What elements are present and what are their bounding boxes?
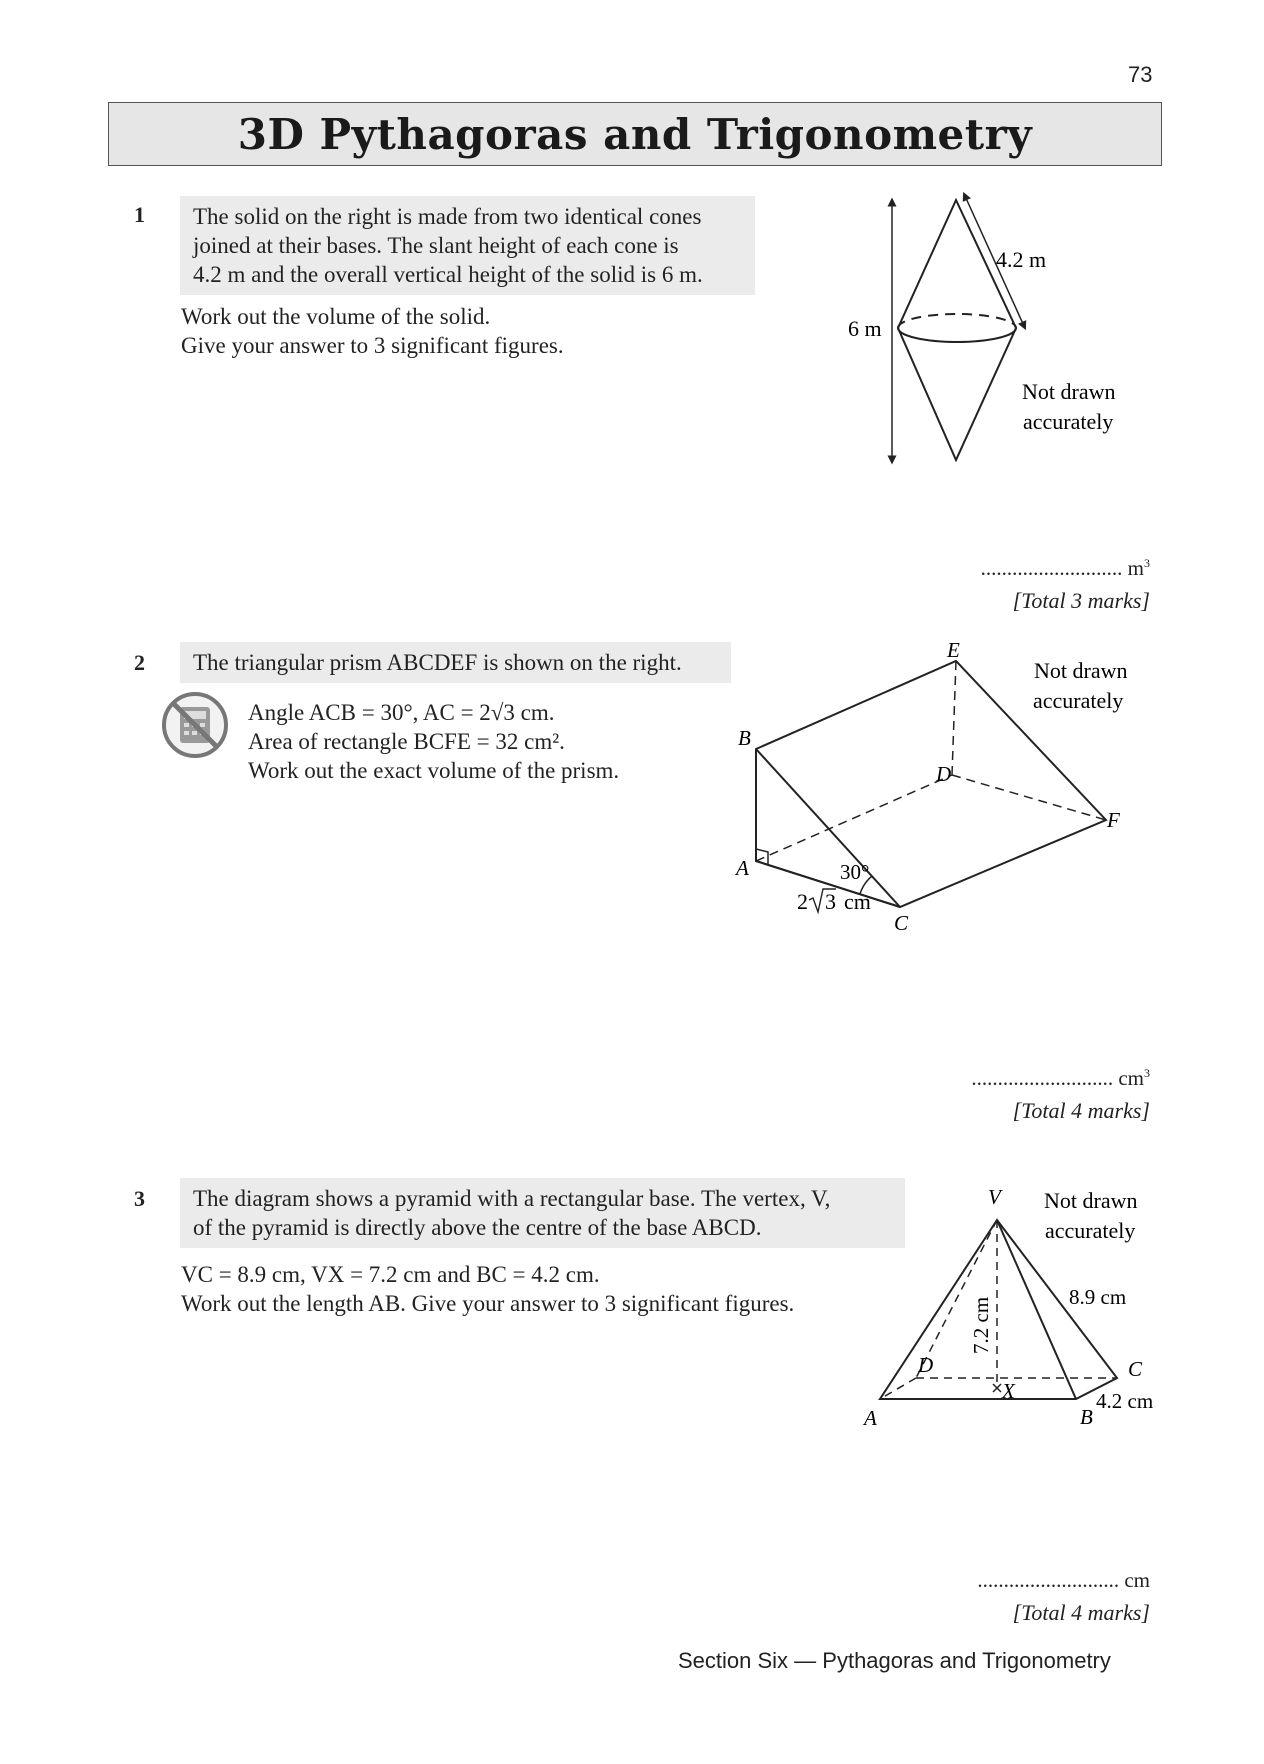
- ac-length-root: 3: [825, 889, 836, 914]
- label-c: C: [894, 911, 909, 935]
- question-1-intro: [180, 196, 755, 295]
- not-drawn-note: Not drawn: [1034, 658, 1128, 683]
- label-d: D: [918, 1353, 934, 1377]
- edge-de: [952, 661, 956, 775]
- q2-intro-text: The triangular prism ABCDEF is shown on the right.: [193, 650, 682, 675]
- double-cone-diagram: [830, 190, 1170, 480]
- q2-line: Area of rectangle BCFE = 32 cm².: [248, 729, 565, 754]
- label-a: A: [736, 856, 749, 880]
- not-drawn-note: accurately: [1023, 409, 1114, 434]
- ac-length-unit: cm: [844, 889, 871, 914]
- q1-intro-line: 4.2 m and the overall vertical height of the solid is 6 m.: [193, 262, 703, 287]
- cone-outline: [898, 200, 1016, 460]
- pyramid-diagram: [840, 1180, 1170, 1440]
- edge-ad: [756, 775, 952, 861]
- not-drawn-note: accurately: [1033, 688, 1124, 713]
- q3-line: Work out the length AB. Give your answer to 3 significant figures.: [181, 1291, 795, 1316]
- vc-length: 8.9 cm: [1069, 1285, 1127, 1309]
- answer-dots: ...........................: [977, 1568, 1120, 1592]
- q3-answer-line: [820, 1568, 1150, 1593]
- answer-unit: m: [1127, 556, 1144, 580]
- answer-unit: cm: [1118, 1066, 1144, 1090]
- slant-label: 4.2 m: [996, 247, 1047, 272]
- ac-length-prefix: 2: [797, 889, 808, 914]
- q2-total-marks: [Total 4 marks]: [1012, 1098, 1150, 1123]
- q1-task-line: Work out the volume of the solid.: [181, 304, 491, 329]
- label-x: X: [1002, 1379, 1015, 1403]
- q3-line: VC = 8.9 cm, VX = 7.2 cm and BC = 4.2 cm.: [181, 1262, 600, 1287]
- edge-da: [880, 1378, 916, 1399]
- vx-length: 7.2 cm: [969, 1296, 993, 1354]
- q3-total-marks: [Total 4 marks]: [1012, 1600, 1150, 1625]
- not-drawn-note: accurately: [1045, 1218, 1136, 1243]
- label-d: D: [936, 762, 952, 786]
- title-banner: [108, 102, 1162, 166]
- q3-intro-line: The diagram shows a pyramid with a rectangular base. The vertex, V,: [193, 1186, 831, 1211]
- triangular-prism-diagram: [730, 630, 1170, 950]
- bc-length: 4.2 cm: [1096, 1389, 1154, 1413]
- q1-total-marks: [Total 3 marks]: [1012, 588, 1150, 613]
- cone-base-front: [898, 328, 1016, 342]
- q1-answer-line: [820, 556, 1150, 581]
- question-3-details: [181, 1260, 794, 1318]
- label-v: V: [988, 1185, 1001, 1209]
- label-f: F: [1107, 808, 1120, 832]
- not-drawn-note: Not drawn: [1044, 1188, 1138, 1213]
- q1-intro-line: The solid on the right is made from two identical cones: [193, 204, 702, 229]
- question-3-number: 3: [134, 1186, 145, 1211]
- q2-line: Angle ACB = 30°, AC = 2√3 cm.: [248, 700, 555, 725]
- label-b: B: [738, 726, 751, 750]
- no-calculator-icon: [160, 690, 230, 760]
- answer-dots: ...........................: [971, 1066, 1114, 1090]
- label-e: E: [947, 638, 960, 662]
- cone-base-back: [898, 314, 1016, 328]
- q1-task-line: Give your answer to 3 significant figures.: [181, 333, 564, 358]
- answer-unit-sup: 3: [1144, 1066, 1150, 1080]
- label-b: B: [1080, 1405, 1093, 1429]
- page-number: 73: [1128, 62, 1153, 87]
- not-drawn-note: Not drawn: [1022, 379, 1116, 404]
- label-a: A: [864, 1406, 877, 1430]
- q2-line: Work out the exact volume of the prism.: [248, 758, 620, 783]
- centre-x-mark: [993, 1384, 1001, 1392]
- question-1-task: [181, 302, 564, 360]
- angle-label: 30°: [840, 860, 870, 884]
- edge-df: [952, 775, 1106, 820]
- height-label: 6 m: [848, 316, 882, 341]
- question-2-number: 2: [134, 650, 145, 675]
- q2-answer-line: [810, 1066, 1150, 1091]
- pyramid-outline: [880, 1220, 1117, 1399]
- section-footer: Section Six — Pythagoras and Trigonometry: [678, 1648, 1111, 1673]
- answer-unit-sup: 3: [1144, 556, 1150, 570]
- question-1-number: 1: [134, 202, 145, 227]
- answer-dots: ...........................: [980, 556, 1123, 580]
- question-2-intro: [180, 642, 731, 683]
- label-c: C: [1128, 1357, 1143, 1381]
- page-title: 3D Pythagoras and Trigonometry: [237, 109, 1033, 159]
- answer-unit: cm: [1124, 1568, 1150, 1592]
- q3-intro-line: of the pyramid is directly above the centre of the base ABCD.: [193, 1215, 762, 1240]
- question-2-details: [248, 698, 619, 785]
- question-3-intro: [180, 1178, 905, 1248]
- q1-intro-line: joined at their bases. The slant height of each cone is: [193, 233, 679, 258]
